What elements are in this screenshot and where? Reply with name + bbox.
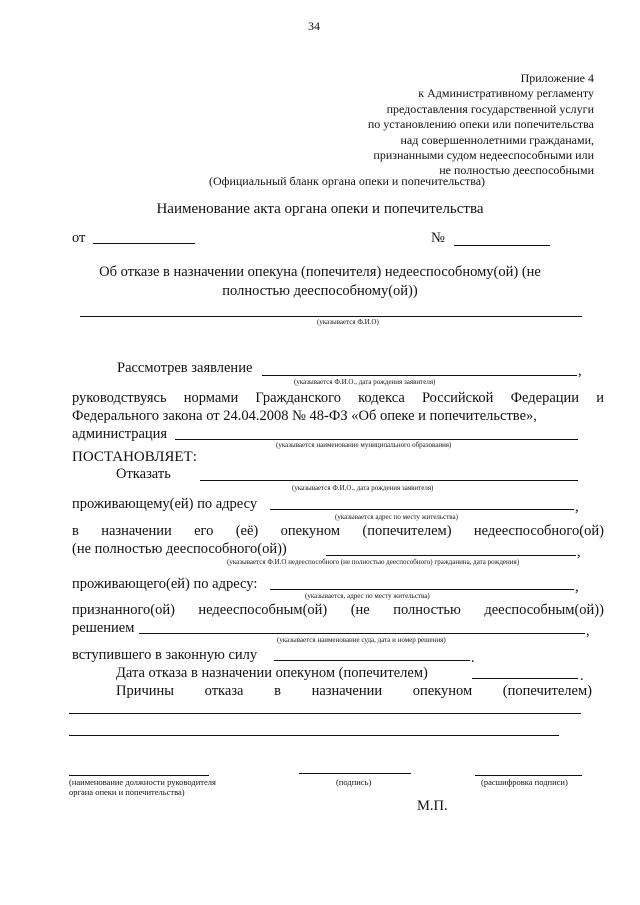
word: (не — [350, 602, 370, 618]
word: в — [72, 523, 79, 539]
word: полностью — [393, 602, 461, 618]
word: нормами — [183, 390, 239, 406]
date-blank — [93, 243, 195, 244]
appendix-line: к Административному регламенту — [418, 86, 594, 101]
considered-label: Рассмотрев заявление — [117, 360, 253, 376]
appendix-line: над совершеннолетними гражданами, — [400, 132, 594, 147]
period: . — [471, 650, 475, 666]
word: Гражданского — [255, 390, 341, 406]
word: отказа — [204, 683, 244, 699]
administration-blank — [175, 439, 578, 440]
caption-court: (указывается наименование суда, дата и номер решения) — [277, 636, 446, 644]
caption-fio: (указывается Ф.И.О) — [317, 318, 379, 326]
comma: , — [586, 623, 590, 639]
word: и — [596, 390, 604, 406]
comma: , — [575, 499, 579, 515]
decision-label: решением — [72, 620, 135, 636]
page-number: 34 — [308, 19, 320, 33]
word: кодекса — [358, 390, 405, 406]
word: недееспособным(ой) — [198, 602, 328, 618]
residence-blank — [270, 509, 574, 510]
from-label: от — [72, 230, 86, 246]
subject-line: Об отказе в назначении опекуна (попечителя) недееспособному(ой) (не — [99, 264, 541, 280]
word: дееспособным(ой)) — [484, 602, 604, 618]
caption-citizen: (указывается Ф.И.О недееспособного (не полностью дееспособного) гражданина, дата рождения) — [227, 558, 520, 566]
not-fully-label: (не полностью дееспособного(ой)) — [72, 541, 287, 557]
word: опекуном — [280, 523, 341, 539]
reasons-blank — [69, 735, 559, 736]
word: (попечителем) — [502, 683, 592, 699]
comma: , — [575, 579, 579, 595]
word: назначении — [101, 523, 172, 539]
word: признанного(ой) — [72, 602, 175, 618]
fio-blank — [80, 316, 582, 317]
caption-applicant2: (указывается Ф.И.О., дата рождения заявителя) — [292, 484, 434, 492]
word: Российской — [421, 390, 494, 406]
citizen-blank — [326, 555, 576, 556]
comma: , — [578, 363, 582, 379]
appendix-line: не полностью дееспособными — [439, 163, 594, 178]
appendix-line: по установлению опеки или попечительства — [367, 117, 594, 132]
caption-applicant: (указывается Ф.И.О., дата рождения заявителя) — [294, 378, 436, 386]
federal-law-line: Федерального закона от 24.04.2008 № 48-ФЗ «Об опеке и попечительстве», — [72, 408, 537, 424]
number-blank — [454, 245, 550, 246]
caption-signature: (подпись) — [336, 777, 372, 787]
word: опекуном — [412, 683, 473, 699]
resolves-heading: ПОСТАНОВЛЯЕТ: — [72, 449, 197, 465]
word: недееспособного(ой) — [473, 523, 604, 539]
stamp-place: М.П. — [417, 798, 448, 814]
guided-line — [72, 391, 604, 406]
word: назначении — [311, 683, 383, 699]
caption-residence2: (указывается, адрес по месту жительства) — [305, 592, 430, 600]
residing2-label: проживающего(ей) по адресу: — [72, 576, 258, 592]
refuse-label: Отказать — [116, 466, 171, 482]
appendix-line: предоставления государственной услуги — [386, 101, 594, 116]
reasons-line — [116, 684, 592, 699]
position-blank — [69, 775, 209, 776]
application-blank — [262, 375, 577, 376]
period: . — [580, 668, 584, 684]
decoding-blank — [475, 775, 582, 776]
recognized-line — [72, 603, 604, 618]
word: (её) — [235, 523, 259, 539]
caption-position: (наименование должности руководителя — [69, 777, 216, 787]
act-title: Наименование акта органа опеки и попечительства — [156, 201, 484, 217]
subject-line: полностью дееспособному(ой)) — [222, 283, 418, 299]
appendix-line: Приложение 4 — [520, 71, 594, 85]
signature-blank — [299, 773, 411, 774]
word: Федерации — [510, 390, 580, 406]
caption-residence: (указывается адрес по месту жительства) — [335, 513, 458, 521]
refuse-blank — [200, 480, 578, 481]
appoint-line — [72, 524, 604, 539]
word: его — [194, 523, 214, 539]
word: Причины — [116, 683, 175, 699]
appendix-block — [294, 71, 594, 179]
word: в — [274, 683, 281, 699]
caption-position: органа опеки и попечительства) — [69, 787, 185, 797]
comma: , — [577, 544, 581, 560]
number-label: № — [431, 230, 445, 246]
word: руководствуясь — [72, 390, 167, 406]
word: (попечителем) — [362, 523, 452, 539]
reasons-blank — [69, 713, 581, 714]
refusal-date-label: Дата отказа в назначении опекуном (попечителем) — [116, 665, 428, 681]
residence2-blank — [270, 589, 574, 590]
refusal-date-blank — [472, 678, 578, 679]
decision-blank — [139, 633, 585, 634]
caption-municipal: (указывается наименование муниципального образования) — [276, 441, 452, 449]
official-form-note: (Официальный бланк органа опеки и попечительства) — [209, 174, 486, 188]
entered-force-blank — [274, 660, 470, 661]
entered-force-label: вступившего в законную силу — [72, 647, 258, 663]
caption-decoding: (расшифровка подписи) — [481, 777, 568, 787]
residing-label: проживающему(ей) по адресу — [72, 496, 258, 512]
administration-label: администрация — [72, 426, 168, 442]
appendix-line: признанными судом недееспособными или — [373, 148, 594, 163]
